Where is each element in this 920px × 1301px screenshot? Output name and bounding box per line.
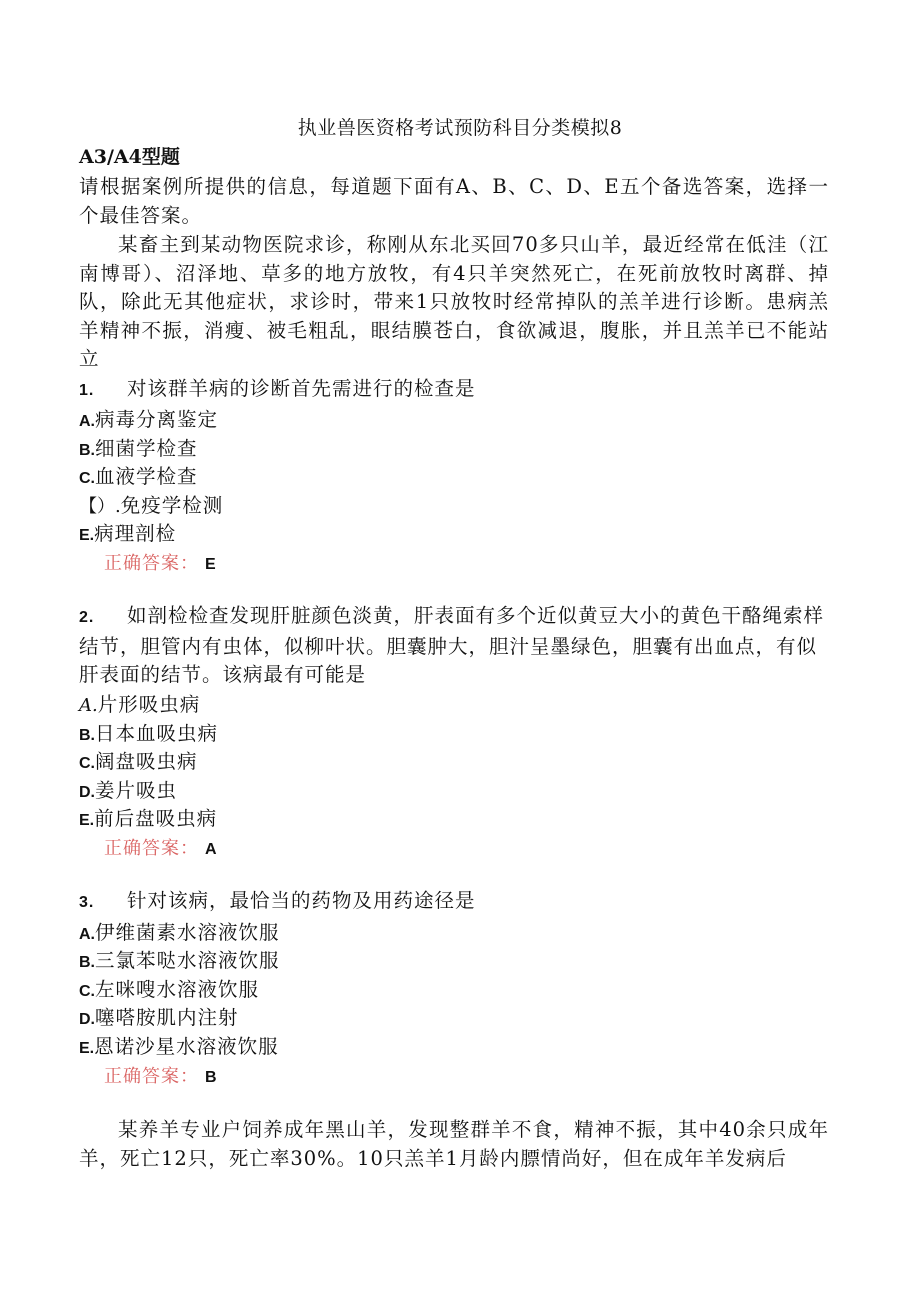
option-2d[interactable]: D.姜片吸虫: [79, 779, 178, 802]
question-2-stem: [79, 602, 829, 690]
option-3a[interactable]: A.伊维菌素水溶液饮服: [79, 921, 280, 944]
question-1-stem: [79, 375, 829, 406]
case-description-1: 某畜主到某动物医院求诊，称刚从东北买回70多只山羊，最近经常在低洼（江南博哥）、沼泽地、草多的地方放牧，有4只羊突然死亡，在死前放牧时离群、掉队，除此无其他症状，求诊时，带来1只放牧时经常掉队的羔羊进行诊断。患病羔羊精神不振，消瘦、被毛粗乱，眼结膜苍白，食欲减退，腹胀，并且羔羊已不能站立: [79, 233, 829, 370]
option-1e[interactable]: E.病理剖检: [79, 522, 177, 545]
question-number: 1.: [79, 382, 95, 399]
option-3d[interactable]: D.噻嗒胺肌内注射: [79, 1006, 239, 1029]
option-2a[interactable]: A.片形吸虫病: [79, 693, 201, 716]
answer-value: E: [205, 556, 217, 573]
question-number: 2.: [79, 609, 95, 626]
option-3c[interactable]: C.左咪嗖水溶液饮服: [79, 978, 260, 1001]
instructions: 请根据案例所提供的信息，每道题下面有A、B、C、D、E五个备选答案，选择一个最佳答案。: [79, 175, 829, 227]
option-1a[interactable]: A.病毒分离鉴定: [79, 408, 219, 431]
section-heading: A3/A4型题: [79, 146, 180, 168]
option-2c[interactable]: C.阔盘吸虫病: [79, 750, 198, 773]
document-title: 执业兽医资格考试预防科目分类模拟8: [297, 117, 623, 139]
option-2e[interactable]: E.前后盘吸虫病: [79, 807, 218, 830]
case-description-2: 某养羊专业户饲养成年黑山羊，发现整群羊不食，精神不振，其中40余只成年羊，死亡12只，死亡率30%。10只羔羊1月龄内膘情尚好，但在成年羊发病后: [79, 1118, 829, 1170]
question-text: 针对该病，最恰当的药物及用药途径是: [127, 889, 476, 912]
option-1b[interactable]: B.细菌学检查: [79, 437, 198, 460]
option-3e[interactable]: E.恩诺沙星水溶液饮服: [79, 1035, 279, 1058]
answer-value: A: [205, 841, 218, 858]
answer-2: 正确答案： A: [104, 838, 218, 859]
question-text: 如剖检检查发现肝脏颜色淡黄，肝表面有多个近似黄豆大小的黄色干酪绳索样结节，胆管内有虫体，似柳叶状。胆囊肿大，胆汁呈墨绿色，胆囊有出血点，有似肝表面的结节。该病最有可能是: [79, 604, 825, 686]
option-1c[interactable]: C.血液学检查: [79, 465, 198, 488]
answer-3: 正确答案： B: [104, 1066, 218, 1087]
question-3-stem: [79, 887, 829, 918]
question-number: 3.: [79, 894, 95, 911]
answer-1: 正确答案： E: [104, 553, 217, 574]
option-1d[interactable]: 【）.免疫学检测: [79, 494, 224, 517]
question-text: 对该群羊病的诊断首先需进行的检查是: [127, 377, 476, 400]
option-3b[interactable]: B.三氯苯哒水溶液饮服: [79, 949, 280, 972]
answer-value: B: [205, 1069, 218, 1086]
option-2b[interactable]: B.日本血吸虫病: [79, 722, 219, 745]
